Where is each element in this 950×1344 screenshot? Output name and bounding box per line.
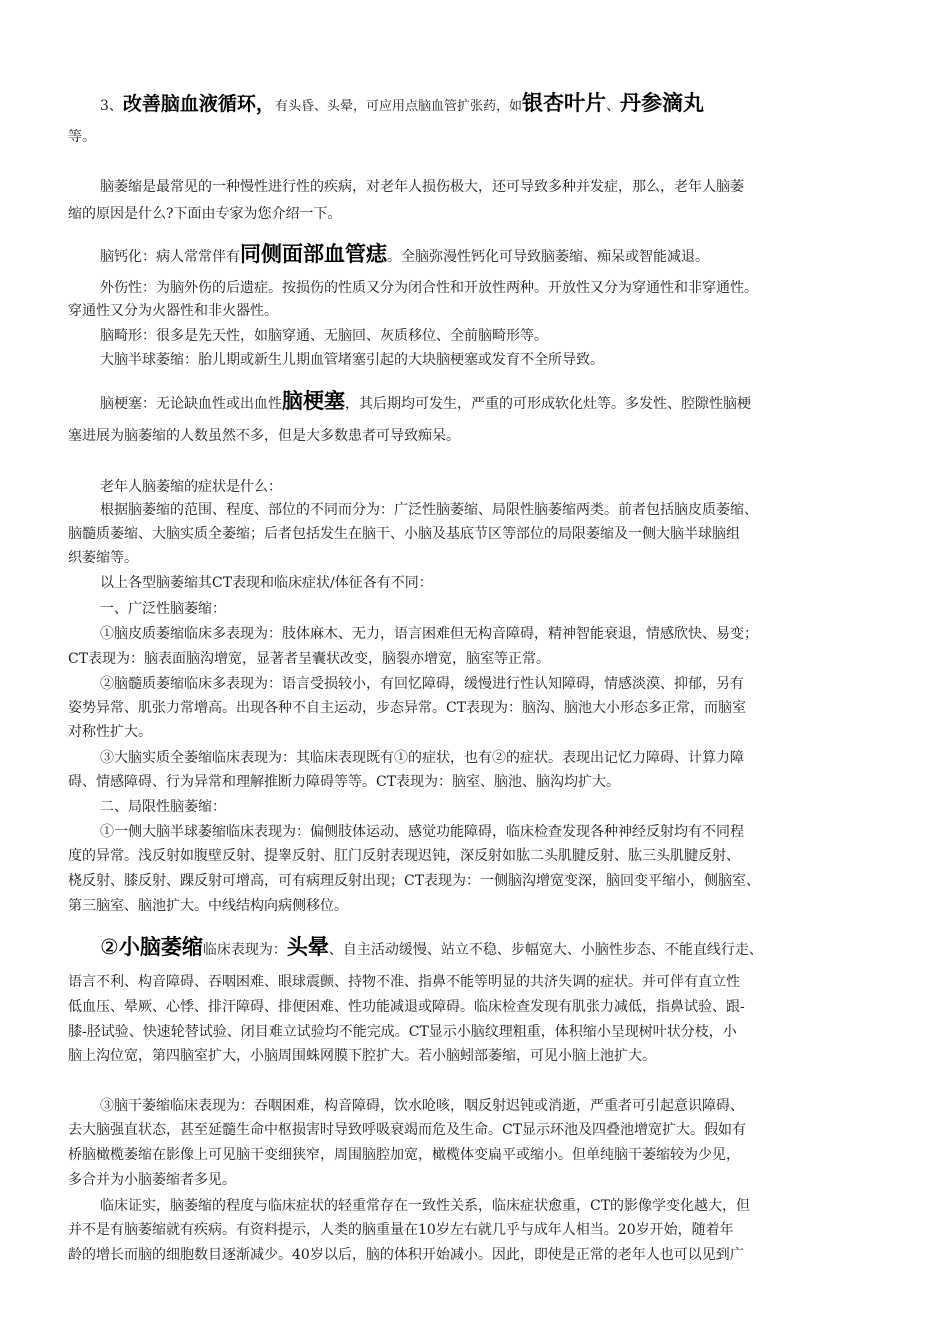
- text-line: 以上各型脑萎缩其CT表现和临床症状/体征各有不同：: [100, 575, 433, 591]
- para-text: 、: [605, 98, 620, 114]
- text-line: 对称性扩大。: [68, 724, 152, 740]
- text-line: 织萎缩等。: [68, 550, 138, 566]
- para-text: 脑钙化：病人常常伴有: [100, 249, 240, 265]
- text-line: 姿势异常、肌张力常增高。出现各种不自主运动，步态异常。CT表现为：脑沟、脑池大小形态多正常，而脑室: [68, 700, 747, 716]
- para-calcification: [100, 242, 709, 269]
- emphasis-term: 头晕: [286, 935, 329, 959]
- para-text: 3、: [100, 98, 123, 114]
- text-line: 根据脑萎缩的范围、程度、部位的不同而分为：广泛性脑萎缩、局限性脑萎缩两类。前者包括脑皮质萎缩、: [100, 502, 758, 518]
- text-line: 临床证实，脑萎缩的程度与临床症状的轻重常存在一致性关系，临床症状愈重，CT的影像学变化越大，但: [100, 1198, 751, 1214]
- text-line: 膝-胫试验、快速轮替试验、闭目难立试验均不能完成。CT显示小脑纹理粗重，体积缩小呈现树叶状分枝，小: [68, 1024, 737, 1040]
- para-cerebellar: [100, 933, 763, 964]
- subsection-heading: 二、局限性脑萎缩：: [100, 799, 226, 815]
- para-text: ②: [100, 935, 119, 959]
- text-line: 去大脑强直状态，甚至延髓生命中枢损害时导致呼吸衰竭而危及生命。CT显示环池及四叠池增宽扩大。假如有: [68, 1122, 747, 1138]
- para-text: 脑梗塞：无论缺血性或出血性: [100, 396, 282, 412]
- emphasis-term: 脑梗塞: [282, 389, 345, 413]
- text-line: 等。: [68, 129, 96, 145]
- para-text: ，其后期均可发生，严重的可形成软化灶等。多发性、腔隙性脑梗: [345, 396, 751, 412]
- text-line: 脑畸形：很多是先天性，如脑穿通、无脑回、灰质移位、全前脑畸形等。: [100, 328, 548, 344]
- text-line: ②脑髓质萎缩临床多表现为：语言受损较小，有回忆障碍，缓慢进行性认知障碍，情感淡漠、抑郁，另有: [100, 676, 744, 692]
- text-line: 并不是有脑萎缩就有疾病。有资料提示，人类的脑重量在10岁左右就几乎与成年人相当。20岁开始，随着年: [68, 1222, 734, 1238]
- text-line: ①一侧大脑半球萎缩临床表现为：偏侧肢体运动、感觉功能障碍，临床检查发现各种神经反射均有不同程: [100, 824, 744, 840]
- text-line: ①脑皮质萎缩临床多表现为：肢体麻木、无力，语言困难但无构音障碍，精神智能衰退，情感欣快、易变；: [100, 626, 758, 642]
- text-line: 脑上沟位宽，第四脑室扩大，小脑周围蛛网膜下腔扩大。若小脑蚓部萎缩，可见小脑上池扩大。: [68, 1048, 656, 1064]
- subsection-heading: 一、广泛性脑萎缩：: [100, 601, 226, 617]
- text-line: CT表现为：脑表面脑沟增宽，显著者呈囊状改变，脑裂亦增宽，脑室等正常。: [68, 651, 551, 667]
- text-line: ③大脑实质全萎缩临床表现为：其临床表现既有①的症状，也有②的症状。表现出记忆力障碍、计算力障: [100, 750, 744, 766]
- para-text: 、自主活动缓慢、站立不稳、步幅宽大、小脑性步态、不能直线行走、: [328, 942, 763, 958]
- text-line: 度的异常。浅反射如腹壁反射、提睾反射、肛门反射表现迟钝，深反射如肱二头肌腱反射、肱三头肌腱反射、: [68, 848, 740, 864]
- section-heading: 老年人脑萎缩的症状是什么：: [100, 479, 282, 495]
- text-line: 碍、情感障碍、行为异常和理解推断力障碍等等。CT表现为：脑室、脑池、脑沟均扩大。: [68, 774, 621, 790]
- text-line: 大脑半球萎缩：胎儿期或新生儿期血管堵塞引起的大块脑梗塞或发育不全所导致。: [100, 352, 604, 368]
- emphasis-drug: 丹参滴丸: [619, 91, 704, 115]
- para-text: 有头昏、头晕，可应用点脑血管扩张药，如: [274, 99, 522, 114]
- text-line: 第三脑室、脑池扩大。中线结构向病侧移位。: [68, 898, 348, 914]
- text-line: 穿通性又分为火器性和非火器性。: [68, 303, 278, 319]
- para-infarction: [100, 389, 751, 416]
- emphasis-drug: 银杏叶片: [521, 91, 606, 115]
- para-text: 。全脑弥漫性钙化可导致脑萎缩、痴呆或智能减退。: [387, 249, 709, 265]
- para-text: 临床表现为：: [202, 942, 287, 958]
- text-line: 龄的增长而脑的细胞数目逐渐减少。40岁以后，脑的体积开始减小。因此，即使是正常的老年人也可以见到广: [68, 1247, 744, 1263]
- text-line: 塞进展为脑萎缩的人数虽然不多，但是大多数患者可导致痴呆。: [68, 428, 460, 444]
- emphasis-term: 同侧面部血管痣: [240, 242, 387, 266]
- text-line: 脑萎缩是最常见的一种慢性进行性的疾病，对老年人损伤极大，还可导致多种并发症，那么，老年人脑萎: [100, 179, 744, 195]
- text-line: 缩的原因是什么?下面由专家为您介绍一下。: [68, 206, 342, 222]
- text-line: 外伤性：为脑外伤的后遗症。按损伤的性质又分为闭合性和开放性两种。开放性又分为穿通性和非穿通性。: [100, 280, 758, 296]
- text-line: 桥脑橄榄萎缩在影像上可见脑干变细狭窄，周围脑腔加宽，橄榄体变扁平或缩小。但单纯脑干萎缩较为少见，: [68, 1147, 740, 1163]
- text-line: ③脑干萎缩临床表现为：吞咽困难，构音障碍，饮水呛咳，咽反射迟钝或消逝，严重者可引起意识障碍、: [100, 1098, 744, 1114]
- text-line: 低血压、晕厥、心悸、排汗障碍、排便困难、性功能减退或障碍。临床检查发现有肌张力减低，指鼻试验、跟-: [68, 999, 745, 1015]
- para-improve-circulation: [100, 90, 704, 120]
- text-line: 语言不利、构音障碍、吞咽困难、眼球震颤、持物不准、指鼻不能等明显的共济失调的症状。并可伴有直立性: [68, 974, 740, 990]
- text-line: 脑髓质萎缩、大脑实质全萎缩；后者包括发生在脑干、小脑及基底节区等部位的局限萎缩及一侧大脑半球脑组: [68, 526, 740, 542]
- text-line: 多合并为小脑萎缩者多见。: [68, 1172, 236, 1188]
- emphasis-heading: 改善脑血液循环，: [122, 93, 275, 115]
- emphasis-term: 小脑萎缩: [118, 935, 203, 959]
- text-line: 桡反射、膝反射、踝反射可增高，可有病理反射出现；CT表现为：一侧脑沟增宽变深，脑回变平缩小，侧脑室、: [68, 873, 761, 889]
